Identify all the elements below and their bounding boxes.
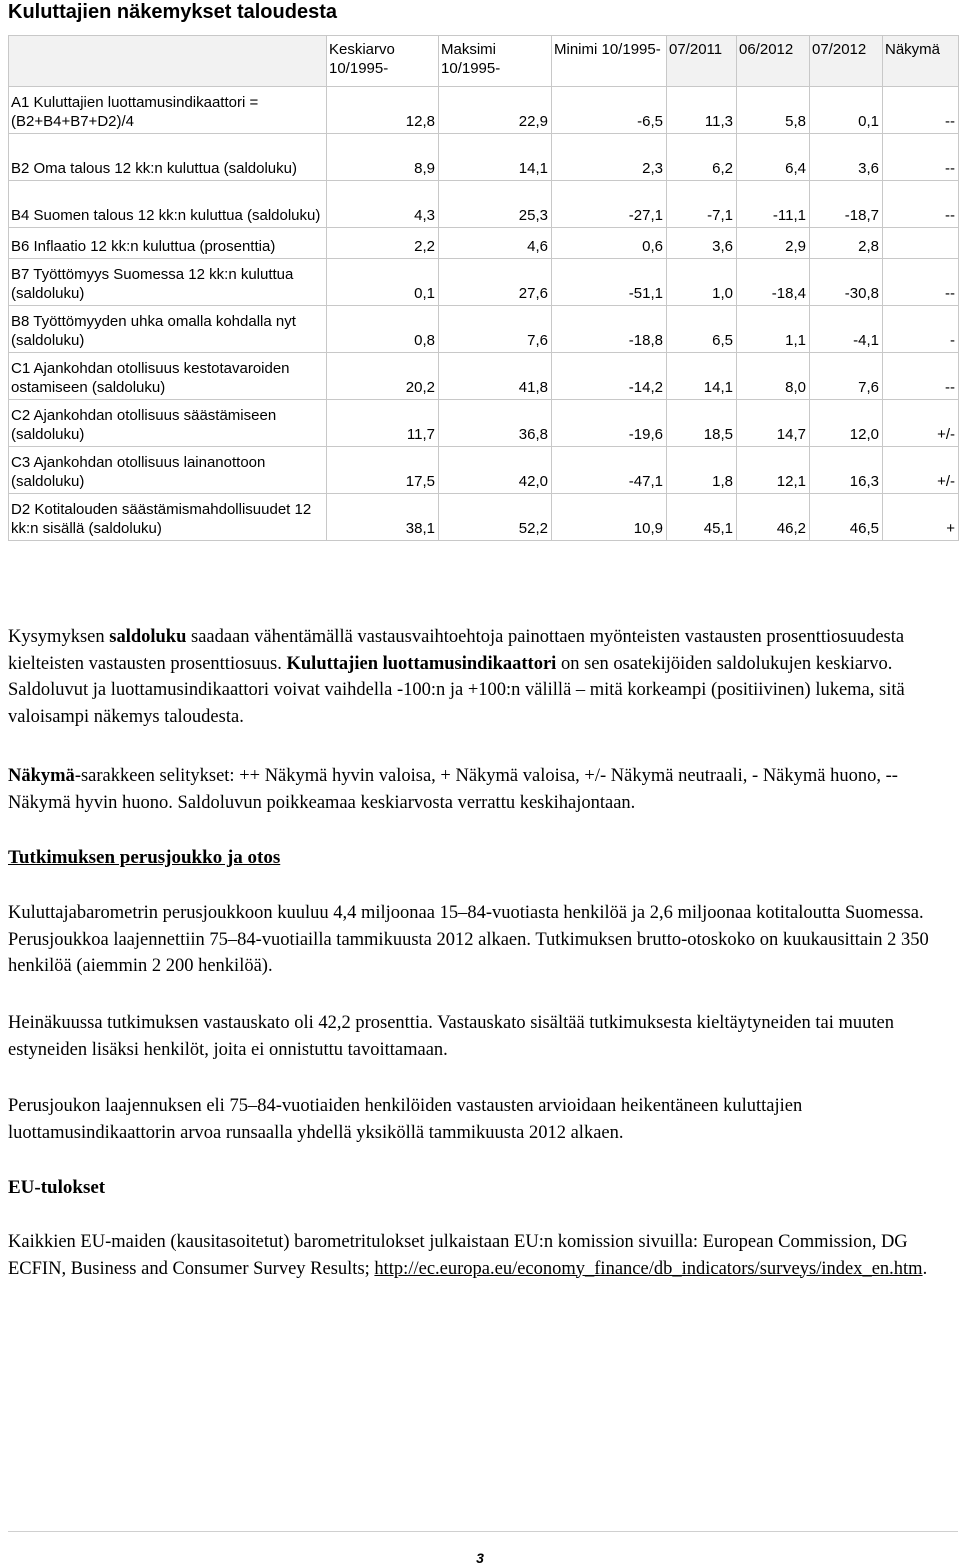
table-row [9,87,959,134]
page-number: 3 [476,1550,484,1566]
table-cell: 52,2 [439,494,552,541]
table-cell: -14,2 [552,353,667,400]
table-cell [883,228,959,259]
column-header: Maksimi 10/1995- [439,36,552,87]
table-cell: 2,2 [327,228,439,259]
table-cell: 45,1 [667,494,737,541]
table-cell: 2,9 [737,228,810,259]
table-cell: 14,1 [439,134,552,181]
nakyma-explanation [8,763,960,816]
table-cell: 11,3 [667,87,737,134]
column-header: Minimi 10/1995- [552,36,667,87]
text-segment: on sen osatekijöiden saldolukujen keskiarvo. Saldoluvut ja luottamusindikaattori voivat vaihdella -100:n ja +100:n välillä – mitä korkeampi (positiivinen) lukema, sitä valoisampi näkemys taloudesta. [8,653,905,727]
table-cell: + [883,494,959,541]
table-cell: 8,9 [327,134,439,181]
table-cell: +/- [883,447,959,494]
table-cell: 17,5 [327,447,439,494]
table-row [9,181,959,228]
table-cell: 14,1 [667,353,737,400]
column-header [9,36,327,87]
table-cell: +/- [883,400,959,447]
table-cell: 6,4 [737,134,810,181]
table-cell: 6,5 [667,306,737,353]
table-cell: 10,9 [552,494,667,541]
table-cell: -6,5 [552,87,667,134]
term-nakyma: Näkymä [8,766,75,786]
row-label: C3 Ajankohdan otollisuus lainanottoon (saldoluku) [9,447,327,494]
table-row [9,400,959,447]
table-header-row [9,36,959,87]
table-cell: -30,8 [810,259,883,306]
table-row [9,228,959,259]
table-cell: 42,0 [439,447,552,494]
text-segment: Kaikkien EU-maiden (kausitasoitetut) barometritulokset julkaistaan EU:n komission sivuilla: European Commission, DG ECFIN, Business and Consumer Survey Results; [8,1232,908,1279]
eu-survey-link[interactable]: http://ec.europa.eu/economy_finance/db_indicators/surveys/index_en.htm [374,1258,923,1279]
table-body [9,87,959,541]
table-cell: 1,1 [737,306,810,353]
row-label: C1 Ajankohdan otollisuus kestotavaroiden ostamiseen (saldoluku) [9,353,327,400]
table-cell: -18,7 [810,181,883,228]
table-cell: 2,8 [810,228,883,259]
row-label: B2 Oma talous 12 kk:n kuluttua (saldoluku) [9,134,327,181]
term-luottamusindikaattori: Kuluttajien luottamusindikaattori [286,653,557,674]
text-segment: Kysymyksen [8,627,110,647]
table-cell: 11,7 [327,400,439,447]
table-cell: 46,5 [810,494,883,541]
table-cell: -- [883,87,959,134]
table-cell: 3,6 [667,228,737,259]
table-cell: 6,2 [667,134,737,181]
eu-paragraph [8,1229,960,1282]
table-cell: -- [883,181,959,228]
text-segment: . [922,1258,928,1279]
saldoluku-explanation [8,624,960,730]
text-segment: saadaan vähentämällä vastausvaihtoehtoja painottaen myönteisten vastausten prosenttiosuudesta kielteisten vastausten prosenttiosuus. [8,627,905,674]
table-row [9,494,959,541]
row-label: C2 Ajankohdan otollisuus säästämiseen (saldoluku) [9,400,327,447]
table-cell: -27,1 [552,181,667,228]
table-cell: 12,0 [810,400,883,447]
table-row [9,353,959,400]
table-cell: 1,8 [667,447,737,494]
row-label: A1 Kuluttajien luottamusindikaattori = (B2+B4+B7+D2)/4 [9,87,327,134]
population-paragraph: Kuluttajabarometrin perusjoukkoon kuuluu 4,4 miljoonaa 15–84-vuotiasta henkilöä ja 2,6 miljoonaa kotitaloutta Suomessa. Perusjoukkoa laajennettiin 75–84-vuotiailla tammikuusta 2012 alkaen. Tutkimuksen brutto-otoskoko on kuukausittain 2 350 henkilöä (aiemmin 2 200 henkilöä). [8,903,929,976]
table-cell: -- [883,353,959,400]
footer-divider [8,1531,958,1532]
table-cell: 4,6 [439,228,552,259]
table-cell: 7,6 [810,353,883,400]
expansion-paragraph: Perusjoukon laajennuksen eli 75–84-vuotiaiden henkilöiden vastausten arvioidaan heikentäneen kuluttajien luottamusindikaattorin arvoa runsaalla yhdellä yksiköllä tammikuusta 2012 alkaen. [8,1096,803,1143]
text-segment: -sarakkeen selitykset: ++ Näkymä hyvin valoisa, + Näkymä valoisa, +/- Näkymä neutraali, - Näkymä huono, -- Näkymä hyvin huono. Saldoluvun poikkeamaa keskiarvosta verrattu keskihajontaan. [8,766,898,813]
table-row [9,306,959,353]
table-cell: 8,0 [737,353,810,400]
table-cell: 2,3 [552,134,667,181]
row-label: B7 Työttömyys Suomessa 12 kk:n kuluttua (saldoluku) [9,259,327,306]
table-header [9,36,959,87]
table-cell: -47,1 [552,447,667,494]
table-cell: 7,6 [439,306,552,353]
table-cell: 0,1 [327,259,439,306]
table-cell: 12,8 [327,87,439,134]
table-cell: 0,6 [552,228,667,259]
row-label: D2 Kotitalouden säästämismahdollisuudet 12 kk:n sisällä (saldoluku) [9,494,327,541]
table-cell: 27,6 [439,259,552,306]
table-cell: 3,6 [810,134,883,181]
term-saldoluku: saldoluku [109,627,187,647]
table-cell: 38,1 [327,494,439,541]
table-cell: -11,1 [737,181,810,228]
column-header: Keskiarvo 10/1995- [327,36,439,87]
table-cell: 0,1 [810,87,883,134]
table-cell: 0,8 [327,306,439,353]
table-cell: 12,1 [737,447,810,494]
table-cell: 41,8 [439,353,552,400]
table-cell: 4,3 [327,181,439,228]
table-row [9,447,959,494]
table-cell: -- [883,259,959,306]
column-header: Näkymä [883,36,959,87]
table-cell: 1,0 [667,259,737,306]
table-cell: -18,4 [737,259,810,306]
row-label: B4 Suomen talous 12 kk:n kuluttua (saldoluku) [9,181,327,228]
table-cell: 18,5 [667,400,737,447]
section-heading-population: Tutkimuksen perusjoukko ja otos [8,847,281,868]
table-cell: 20,2 [327,353,439,400]
table-cell: 14,7 [737,400,810,447]
table-cell: -7,1 [667,181,737,228]
table-cell: 25,3 [439,181,552,228]
row-label: B6 Inflaatio 12 kk:n kuluttua (prosenttia) [9,228,327,259]
table-cell: 5,8 [737,87,810,134]
column-header: 07/2012 [810,36,883,87]
response-rate-paragraph: Heinäkuussa tutkimuksen vastauskato oli 42,2 prosenttia. Vastauskato sisältää tutkimuksesta kieltäytyneiden tai muuten estyneiden lisäksi henkilöt, joita ei onnistuttu tavoittamaan. [8,1013,894,1060]
table-cell: 22,9 [439,87,552,134]
row-label: B8 Työttömyyden uhka omalla kohdalla nyt (saldoluku) [9,306,327,353]
table-cell: -4,1 [810,306,883,353]
table-cell: 46,2 [737,494,810,541]
table-cell: -18,8 [552,306,667,353]
table-cell: - [883,306,959,353]
table-row [9,134,959,181]
table-cell: -19,6 [552,400,667,447]
table-cell: -- [883,134,959,181]
indicator-table [8,35,959,541]
table-row [9,259,959,306]
table-cell: 16,3 [810,447,883,494]
table-cell: 36,8 [439,400,552,447]
table-cell: -51,1 [552,259,667,306]
column-header: 07/2011 [667,36,737,87]
page-title: Kuluttajien näkemykset taloudesta [8,1,337,23]
section-heading-eu: EU-tulokset [8,1177,106,1198]
column-header: 06/2012 [737,36,810,87]
